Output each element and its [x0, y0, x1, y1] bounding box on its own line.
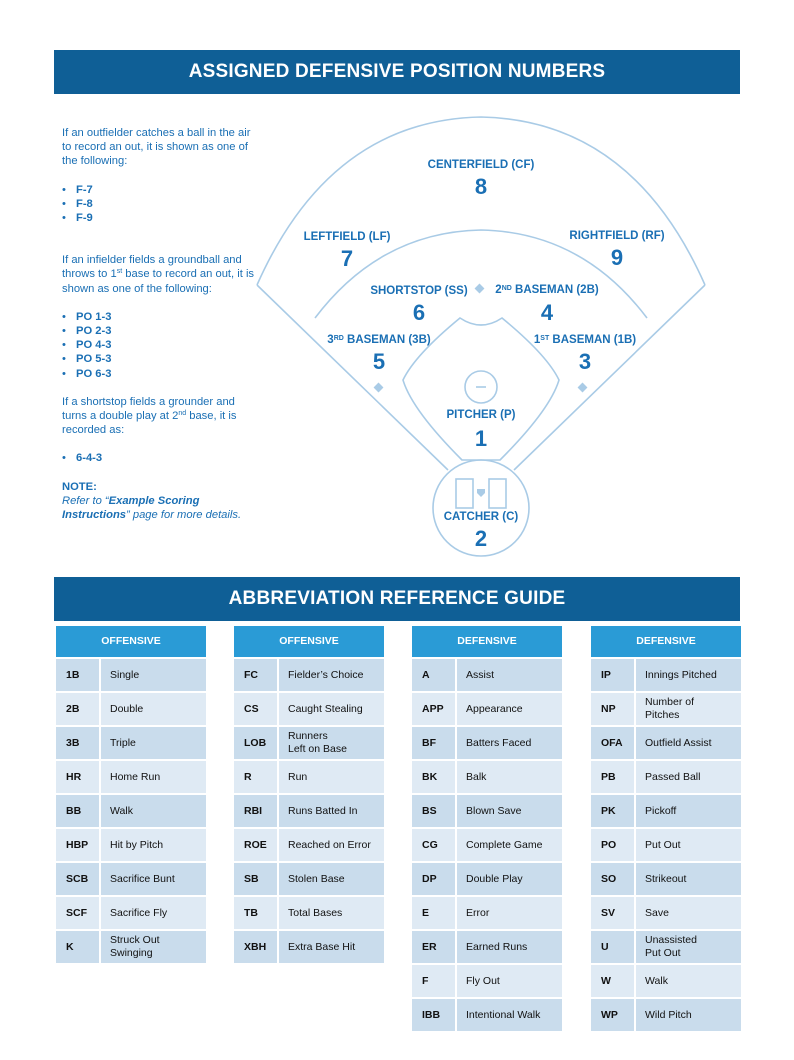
double-play-text: If a shortstop fields a grounder and turns a double play at 2nd base, it is recorded as:: [62, 395, 237, 437]
abbreviation-cell: W: [591, 965, 634, 997]
abbreviation-cell: RBI: [234, 795, 277, 827]
table-row: [591, 829, 741, 861]
meaning-cell: Complete Game: [457, 829, 562, 861]
meaning-cell: Total Bases: [279, 897, 384, 929]
meaning-cell: Runs Batted In: [279, 795, 384, 827]
column-header: DEFENSIVE: [412, 626, 562, 657]
table-row: [591, 727, 741, 759]
meaning-cell: Stolen Base: [279, 863, 384, 895]
infield-out-text: If an infielder fields a groundball and throws to 1st base to record an out, it is shown as one of the following:: [62, 254, 255, 295]
meaning-cell: Double Play: [457, 863, 562, 895]
abbreviation-cell: PO: [591, 829, 634, 861]
meaning-cell: Assist: [457, 659, 562, 691]
second-baseman-number: 4: [540, 300, 554, 325]
table-row: [591, 659, 741, 691]
abbreviation-cell: IP: [591, 659, 634, 691]
outfield-fence: [257, 117, 705, 285]
table-row: [412, 965, 562, 997]
table-row: [234, 829, 384, 861]
section-title: ABBREVIATION REFERENCE GUIDE: [54, 577, 740, 621]
abbreviation-cell: BB: [56, 795, 99, 827]
page-title: ASSIGNED DEFENSIVE POSITION NUMBERS: [54, 50, 740, 94]
table-row: [591, 795, 741, 827]
column-header: OFFENSIVE: [56, 626, 206, 657]
meaning-cell: Strikeout: [636, 863, 741, 895]
meaning-cell: Struck Out Swinging: [101, 931, 206, 963]
table-row: [234, 863, 384, 895]
meaning-cell: Single: [101, 659, 206, 691]
abbreviation-cell: ER: [412, 931, 455, 963]
meaning-cell: Innings Pitched: [636, 659, 741, 691]
list-item: • PO 5-3: [62, 352, 262, 366]
second-baseman-label: 2ND BASEMAN (2B): [495, 284, 599, 296]
table-row: [56, 727, 206, 759]
abbreviation-cell: OFA: [591, 727, 634, 759]
meaning-cell: Triple: [101, 727, 206, 759]
table-row: [234, 795, 384, 827]
first-baseman-number: 3: [578, 349, 592, 374]
list-item: • PO 2-3: [62, 324, 262, 338]
catcher-number: 2: [474, 526, 488, 551]
rightfield-number: 9: [610, 245, 624, 270]
meaning-cell: Unassisted Put Out: [636, 931, 741, 963]
list-item: • PO 1-3: [62, 310, 262, 324]
abbreviation-cell: CG: [412, 829, 455, 861]
meaning-cell: Walk: [636, 965, 741, 997]
abbreviation-cell: PB: [591, 761, 634, 793]
table-row: [234, 761, 384, 793]
table-row: [56, 659, 206, 691]
meaning-cell: Intentional Walk: [457, 999, 562, 1031]
table-row: [56, 829, 206, 861]
meaning-cell: Blown Save: [457, 795, 562, 827]
centerfield-label: CENTERFIELD (CF): [427, 159, 535, 171]
meaning-cell: Balk: [457, 761, 562, 793]
abbreviation-cell: R: [234, 761, 277, 793]
leftfield-label: LEFTFIELD (LF): [303, 231, 391, 243]
meaning-cell: Hit by Pitch: [101, 829, 206, 861]
shortstop-label: SHORTSTOP (SS): [370, 285, 468, 297]
column-header: OFFENSIVE: [234, 626, 384, 657]
abbreviation-cell: CS: [234, 693, 277, 725]
abbreviation-cell: E: [412, 897, 455, 929]
meaning-cell: Batters Faced: [457, 727, 562, 759]
meaning-cell: Caught Stealing: [279, 693, 384, 725]
abbreviation-cell: XBH: [234, 931, 277, 963]
table-row: [591, 693, 741, 725]
abbreviation-cell: 2B: [56, 693, 99, 725]
batters-box-right: [489, 479, 506, 508]
abbreviation-cell: A: [412, 659, 455, 691]
list-item: • F-8: [62, 197, 262, 211]
abbreviation-cell: 3B: [56, 727, 99, 759]
meaning-cell: Fielder’s Choice: [279, 659, 384, 691]
meaning-cell: Walk: [101, 795, 206, 827]
abbreviation-cell: K: [56, 931, 99, 963]
table-row: [234, 931, 384, 963]
third-base: [374, 383, 384, 393]
abbreviation-cell: U: [591, 931, 634, 963]
catcher-label: CATCHER (C): [443, 511, 519, 523]
list-item: • 6-4-3: [62, 451, 262, 465]
meaning-cell: Fly Out: [457, 965, 562, 997]
meaning-cell: Error: [457, 897, 562, 929]
abbreviation-cell: SV: [591, 897, 634, 929]
abbreviation-cell: FC: [234, 659, 277, 691]
table-row: [412, 999, 562, 1031]
table-row: [591, 863, 741, 895]
abbreviation-cell: LOB: [234, 727, 277, 759]
meaning-cell: Save: [636, 897, 741, 929]
table-row: [56, 795, 206, 827]
guide-column-defensive-1: [412, 626, 562, 1031]
meaning-cell: Pickoff: [636, 795, 741, 827]
abbreviation-cell: WP: [591, 999, 634, 1031]
column-header: DEFENSIVE: [591, 626, 741, 657]
third-baseman-number: 5: [372, 349, 386, 374]
table-row: [56, 931, 206, 963]
table-row: [412, 863, 562, 895]
guide-column-offensive-2: [234, 626, 384, 963]
abbreviation-cell: BF: [412, 727, 455, 759]
abbreviation-cell: PK: [591, 795, 634, 827]
abbreviation-cell: SCF: [56, 897, 99, 929]
outfield-out-text: If an outfielder catches a ball in the air to record an out, it is shown as one of the following:: [62, 127, 251, 168]
table-row: [412, 931, 562, 963]
meaning-cell: Runners Left on Base: [279, 727, 384, 759]
abbreviation-cell: IBB: [412, 999, 455, 1031]
home-plate: [477, 489, 485, 497]
table-row: [591, 761, 741, 793]
meaning-cell: Number of Pitches: [636, 693, 741, 725]
abbreviation-cell: HR: [56, 761, 99, 793]
meaning-cell: Put Out: [636, 829, 741, 861]
pitcher-label: PITCHER (P): [446, 409, 516, 421]
abbreviation-cell: BK: [412, 761, 455, 793]
batters-box-left: [456, 479, 473, 508]
meaning-cell: Run: [279, 761, 384, 793]
abbreviation-cell: NP: [591, 693, 634, 725]
centerfield-number: 8: [474, 174, 488, 199]
meaning-cell: Passed Ball: [636, 761, 741, 793]
abbreviation-cell: SO: [591, 863, 634, 895]
meaning-cell: Sacrifice Fly: [101, 897, 206, 929]
meaning-cell: Sacrifice Bunt: [101, 863, 206, 895]
first-base: [578, 383, 588, 393]
table-row: [412, 795, 562, 827]
list-item: • F-7: [62, 183, 262, 197]
list-item: • PO 4-3: [62, 338, 262, 352]
guide-column-defensive-2: [591, 626, 741, 1031]
table-row: [591, 999, 741, 1031]
meaning-cell: Extra Base Hit: [279, 931, 384, 963]
abbreviation-cell: HBP: [56, 829, 99, 861]
abbreviation-cell: DP: [412, 863, 455, 895]
meaning-cell: Appearance: [457, 693, 562, 725]
note-text: Refer to “Example Scoring Instructions” page for more details.: [62, 494, 242, 522]
table-row: [234, 659, 384, 691]
rightfield-label: RIGHTFIELD (RF): [569, 230, 665, 242]
first-baseman-label: 1ST BASEMAN (1B): [533, 334, 637, 346]
list-item: • PO 6-3: [62, 367, 262, 381]
table-row: [412, 761, 562, 793]
list-item: • F-9: [62, 211, 262, 225]
meaning-cell: Home Run: [101, 761, 206, 793]
table-row: [591, 897, 741, 929]
abbreviation-cell: F: [412, 965, 455, 997]
note-heading: NOTE:: [62, 480, 97, 493]
leftfield-number: 7: [340, 246, 354, 271]
table-row: [56, 761, 206, 793]
meaning-cell: Double: [101, 693, 206, 725]
table-row: [591, 931, 741, 963]
infield-arc: [315, 230, 647, 318]
table-row: [234, 897, 384, 929]
table-row: [56, 863, 206, 895]
abbreviation-cell: ROE: [234, 829, 277, 861]
abbreviation-cell: BS: [412, 795, 455, 827]
abbreviation-cell: 1B: [56, 659, 99, 691]
meaning-cell: Reached on Error: [279, 829, 384, 861]
second-base: [475, 284, 485, 294]
meaning-cell: Wild Pitch: [636, 999, 741, 1031]
table-row: [234, 727, 384, 759]
guide-column-offensive-1: [56, 626, 206, 963]
table-row: [412, 659, 562, 691]
third-baseman-label: 3RD BASEMAN (3B): [327, 334, 431, 346]
table-row: [56, 693, 206, 725]
abbreviation-cell: APP: [412, 693, 455, 725]
table-row: [591, 965, 741, 997]
table-row: [56, 897, 206, 929]
abbreviation-cell: SCB: [56, 863, 99, 895]
table-row: [412, 829, 562, 861]
pitcher-number: 1: [474, 426, 488, 451]
table-row: [412, 693, 562, 725]
meaning-cell: Earned Runs: [457, 931, 562, 963]
meaning-cell: Outfield Assist: [636, 727, 741, 759]
abbreviation-cell: TB: [234, 897, 277, 929]
table-row: [412, 897, 562, 929]
shortstop-number: 6: [412, 300, 426, 325]
abbreviation-cell: SB: [234, 863, 277, 895]
table-row: [234, 693, 384, 725]
table-row: [412, 727, 562, 759]
